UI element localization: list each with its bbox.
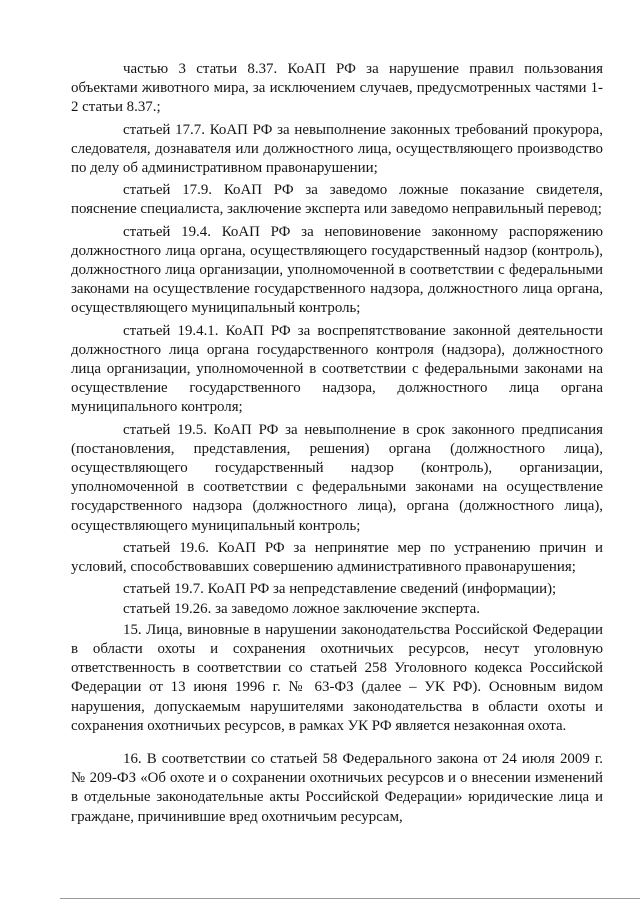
- paragraph-art-8-37: частью 3 статьи 8.37. КоАП РФ за нарушение правил пользования объектами животного мира, за исключением случаев, предусмотренных частями 1-2 статьи 8.37.;: [71, 61, 603, 116]
- paragraph-art-19-7: статьей 19.7. КоАП РФ за непредставление сведений (информации);: [123, 581, 557, 598]
- scan-bottom-edge: [60, 898, 640, 899]
- paragraph-art-19-6: статьей 19.6. КоАП РФ за непринятие мер по устранению причин и условий, способствовавших совершению административного правонарушения;: [71, 539, 603, 576]
- paragraph-item-15: 15. Лица, виновные в нарушении законодательства Российской Федерации в области охоты и сохранения охотничьих ресурсов, несут уголовную ответственность в соответствии со статьей 258 Уголовного кодекса Российской Федерации от 13 июня 1996 г. № 63-ФЗ (далее – УК РФ). Основным видом нарушения, допускаемым нарушителями законодательства в области охоты и сохранения охотничьих ресурсов, в рамках УК РФ является незаконная охота.: [71, 621, 603, 734]
- paragraph-art-19-5: статьей 19.5. КоАП РФ за невыполнение в срок законного предписания (постановления, представления, решения) органа (должностного лица), осуществляющего государственный надзор (контроль), организации, уполномоченной в соответствии с федеральными законами на осуществление государственного надзора (должностного лица), органа (должностного лица), осуществляющего муниципальный контроль;: [71, 421, 603, 534]
- paragraph-art-19-4-1: статьей 19.4.1. КоАП РФ за воспрепятствование законной деятельности должностного лица органа государственного контроля (надзора), должностного лица организации, уполномоченной в соответствии с федеральными законами на осуществление государственного надзора, должностного лица органа муниципального контроля;: [71, 322, 603, 416]
- paragraph-art-19-26: статьей 19.26. за заведомо ложное заключение эксперта.: [123, 601, 480, 618]
- paragraph-art-19-4: статьей 19.4. КоАП РФ за неповиновение законному распоряжению должностного лица органа, осуществляющего государственный надзор (контроль), должностного лица организации, уполномоченной в соответствии с федеральными законами на осуществление государственного надзора, должностного лица органа, осуществляющего муниципальный контроль;: [71, 223, 603, 317]
- document-page: [71, 60, 603, 830]
- paragraph-art-17-9: статьей 17.9. КоАП РФ за заведомо ложные показание свидетеля, пояснение специалиста, заключение эксперта или заведомо неправильный перевод;: [71, 182, 603, 218]
- paragraph-art-17-7: статьей 17.7. КоАП РФ за невыполнение законных требований прокурора, следователя, дознавателя или должностного лица, осуществляющего производство по делу об административном правонарушении;: [71, 121, 603, 177]
- paragraph-item-16: 16. В соответствии со статьей 58 Федерального закона от 24 июля 2009 г. № 209-ФЗ «Об охоте и о сохранении охотничьих ресурсов и о внесении изменений в отдельные законодательные акты Российской Федерации» юридические лица и граждане, причинившие вред охотничьим ресурсам,: [71, 750, 603, 825]
